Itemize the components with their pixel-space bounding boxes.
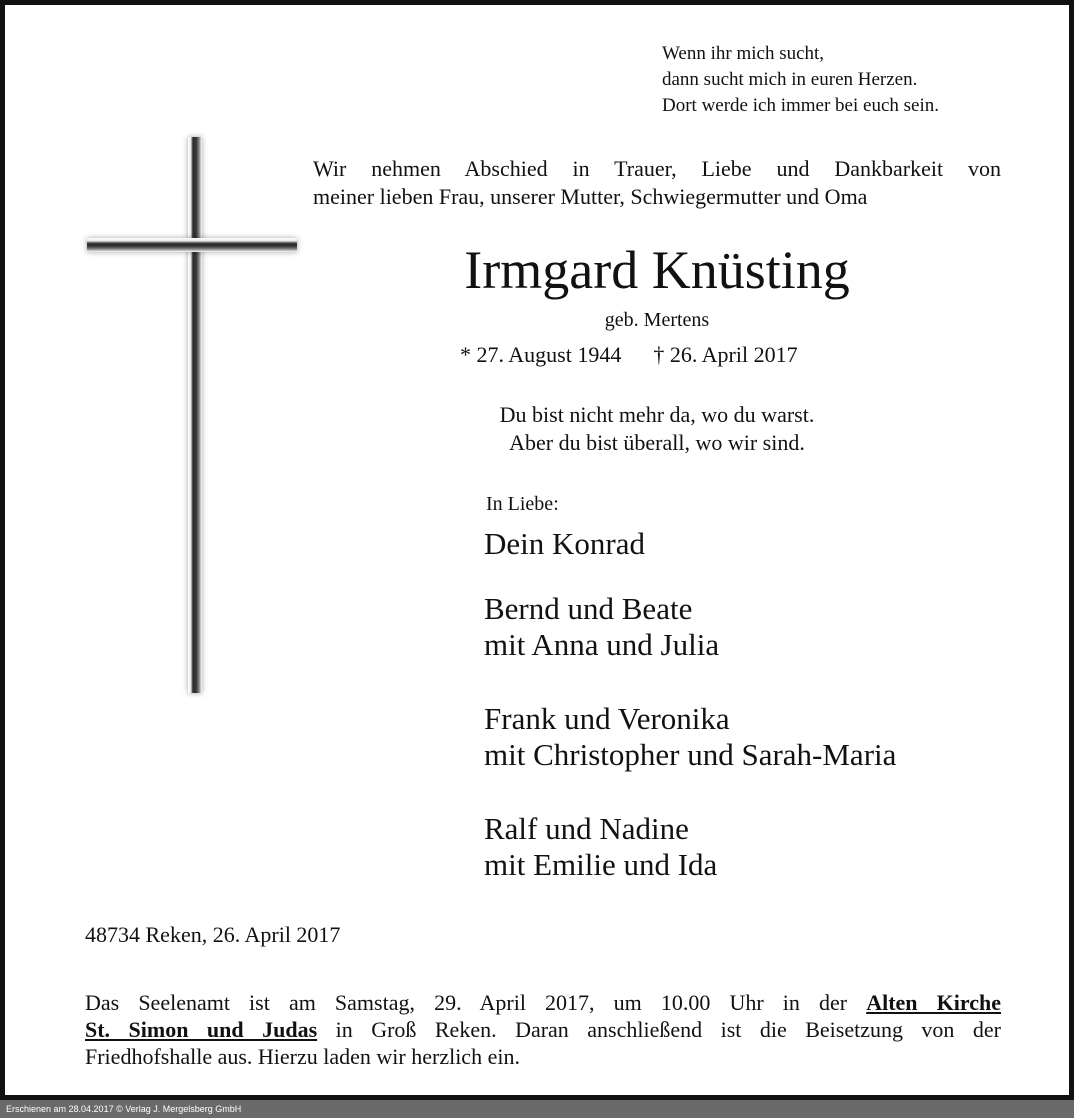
service-text: in Groß Reken. Daran anschließend ist die Beisetzung von der: [317, 1017, 1002, 1042]
place-and-date: 48734 Reken, 26. April 2017: [85, 922, 341, 947]
mourner-line: mit Emilie und Ida: [484, 847, 718, 882]
mourner-line: Bernd und Beate: [484, 591, 693, 626]
deceased-name: Irmgard Knüsting: [464, 240, 850, 300]
mourner-group: [484, 526, 645, 562]
memorial-quote: [305, 401, 1009, 457]
quote-line: Du bist nicht mehr da, wo du warst.: [499, 402, 815, 427]
intro-line: meiner lieben Frau, unserer Mutter, Schwiegermutter und Oma: [313, 184, 868, 209]
intro-line: Wir nehmen Abschied in Trauer, Liebe und Dankbarkeit von: [313, 156, 1001, 181]
top-poem-line: Wenn ihr mich sucht,: [662, 43, 825, 64]
cross-icon: [87, 137, 297, 693]
mourner-group: [484, 591, 719, 663]
service-announcement: [85, 989, 1001, 1070]
mourner-line: Dein Konrad: [484, 526, 645, 561]
intro-text: [313, 155, 1001, 211]
mourner-line: mit Anna und Julia: [484, 627, 720, 662]
mourner-group: [484, 701, 896, 773]
mourner-line: Frank und Veronika: [484, 701, 730, 736]
life-dates: [460, 341, 798, 369]
mourner-line: mit Christopher und Sarah-Maria: [484, 737, 897, 772]
cross-vertical-beam: [188, 137, 202, 693]
service-line: Friedhofshalle aus. Hierzu laden wir herzlich ein.: [85, 1044, 520, 1069]
publication-footer: Erschienen am 28.04.2017 © Verlag J. Mergelsberg GmbH: [0, 1100, 1074, 1118]
church-name: St. Simon und Judas: [85, 1017, 318, 1042]
mourner-line: Ralf und Nadine: [484, 811, 689, 846]
top-poem-line: dann sucht mich in euren Herzen.: [662, 69, 918, 90]
service-text: Das Seelenamt ist am Samstag, 29. April 2017, um 10.00 Uhr in der: [85, 990, 867, 1015]
service-line: [85, 989, 1001, 1016]
cross-horizontal-beam: [87, 238, 297, 252]
service-line: [85, 1016, 1001, 1043]
mourner-group: [484, 811, 717, 883]
top-poem: [662, 41, 939, 119]
maiden-name: geb. Mertens: [604, 309, 710, 331]
death-date: † 26. April 2017: [653, 342, 798, 367]
quote-line: Aber du bist überall, wo wir sind.: [509, 430, 805, 455]
church-name: Alten Kirche: [866, 990, 1002, 1015]
birth-date: * 27. August 1944: [460, 342, 622, 367]
top-poem-line: Dort werde ich immer bei euch sein.: [662, 95, 939, 116]
mourners-heading: In Liebe:: [486, 493, 559, 515]
